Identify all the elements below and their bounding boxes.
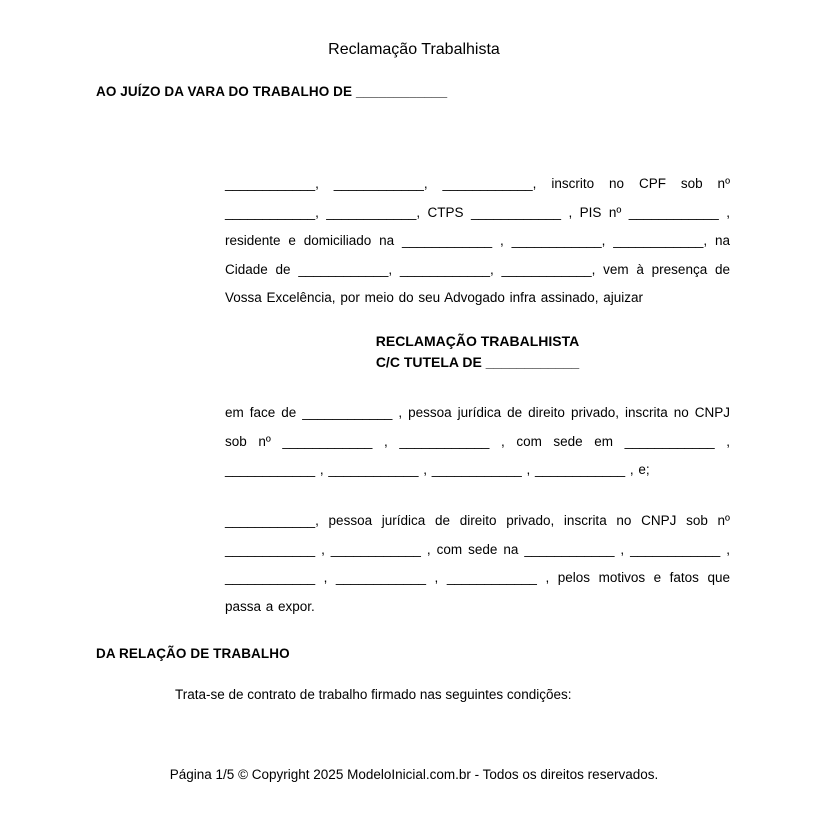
page-title: Reclamação Trabalhista bbox=[328, 41, 500, 58]
intro-paragraph: Trata-se de contrato de trabalho firmado nas seguintes condições: bbox=[175, 687, 572, 702]
page-footer: Página 1/5 © Copyright 2025 ModeloInicial.com.br - Todos os direitos reservados. bbox=[169, 767, 659, 782]
claimant-paragraph: ____________, ____________, ____________, inscrito no CPF sob nº ____________, ____________, CTPS ____________ , PIS nº ____________ , residente e domiciliado na ____________ , ____________, ____________, na Cidade de ____________, ____________, ____________, vem à presença de Vossa Excelência, por meio do seu Advogado infra assinado, ajuizar bbox=[225, 176, 730, 305]
action-title: RECLAMAÇÃO TRABALHISTA bbox=[375, 333, 580, 349]
action-title-block bbox=[225, 331, 730, 373]
addressee-heading: AO JUÍZO DA VARA DO TRABALHO DE ____________ bbox=[96, 84, 448, 99]
action-subtitle: C/C TUTELA DE ____________ bbox=[375, 354, 580, 370]
defendant1-paragraph: em face de ____________ , pessoa jurídica de direito privado, inscrita no CNPJ sob nº ____________ , ____________ , com sede em ____________ , ____________ , ____________ , ____________ , ____________ , e; bbox=[225, 405, 730, 477]
section-heading-da-relacao-de-trabalho: DA RELAÇÃO DE TRABALHO bbox=[96, 646, 290, 661]
defendant2-paragraph: ____________, pessoa jurídica de direito privado, inscrita no CNPJ sob nº ____________ , ____________ , com sede na ____________ , ____________ , ____________ , ____________ , ____________ , pelos motivos e fatos que passa a expor. bbox=[225, 513, 730, 614]
